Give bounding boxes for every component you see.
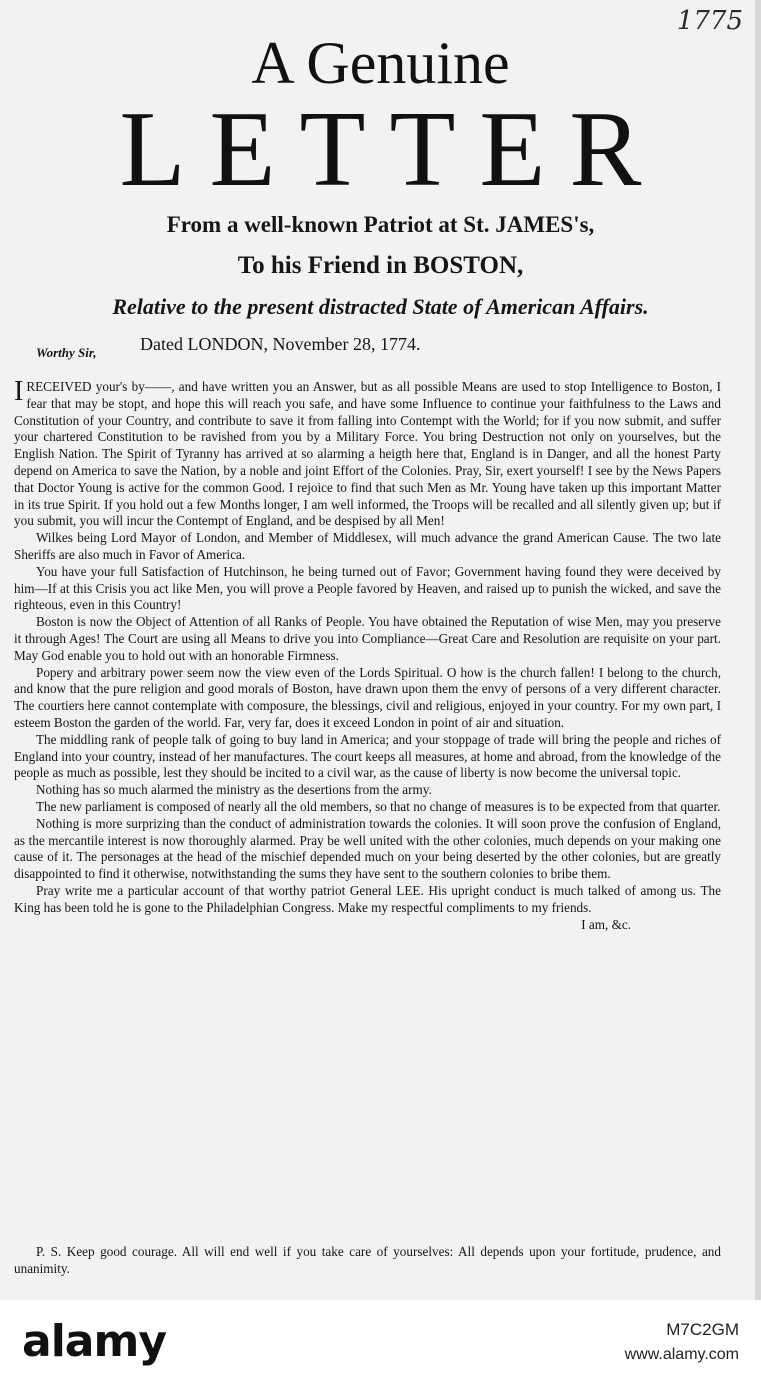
alamy-logo: alamy xyxy=(22,1316,166,1367)
title-line-1: A Genuine xyxy=(251,30,510,96)
paragraph-10: Pray write me a particular account of that worthy patriot General LEE. His upright conduct is much talked of among us. The King has been told he is gone to the Philadelphian Congress. Make my respectful compliments to my friends. xyxy=(14,882,721,915)
paragraph-1: IRECEIVED your's by——, and have written you an Answer, but as all possible Means are used to stop Intelligence to Boston, I fear that may be stopt, and hope this will reach you safe, and have some Influence to continue your faithfulness to the Laws and Constitution of your Country, and contribute to save it from falling into Contempt with the World; for if you now submit, and suffer your chartered Constitution to be ravished from you by a Military Force. You bring Destruction not only on yourselves, but the English Nation. The Spirit of Tyranny has arrived at so alarming a heigth here that, England is in Danger, and all the honest Party depend on America to save the Nation, by a noble and joint Effort of the Colonies. Pray, Sir, exert yourself! I see by the News Papers that Doctor Young is active for the common Good. I rejoice to find that such Men as Mr. Young have taken up this important Matter in its true Spirit. If you hold out a few Months longer, I am well informed, the Troops will be recalled and all silently given up; but if you submit, you will incur the Contempt of England, and be despised by all Men! xyxy=(14,376,721,529)
title-line-3: From a well-known Patriot at St. JAMES's, xyxy=(166,212,595,237)
letter-body xyxy=(14,376,721,933)
dateline: Dated LONDON, November 28, 1774. xyxy=(140,334,421,354)
pencil-annotation: 1775 xyxy=(676,6,743,36)
title-line-2: LETTER xyxy=(119,90,666,209)
paragraph-2: Wilkes being Lord Mayor of London, and Member of Middlesex, will much advance the grand American Cause. The two late Sheriffs are also much in Favor of America. xyxy=(14,530,721,562)
watermark-footer xyxy=(0,1300,761,1390)
paragraph-5: Popery and arbitrary power seem now the view even of the Lords Spiritual. O how is the church fallen! I belong to the church, and know that the pure religion and good morals of Boston, have drawn upon them the envy of persons of a very different character. The courtiers here cannot contemplate with composure, the blessings, civil and religious, enjoyed in your country. For my own part, I esteem Boston the garden of the world. Far, very far, does it exceed London in point of air and situation. xyxy=(14,664,721,730)
salutation: Worthy Sir, xyxy=(36,345,97,360)
paragraph-3: You have your full Satisfaction of Hutchinson, he being turned out of Favor; Government having found they were deceived by him—If at this Crisis you act like Men, you will prove a People favored by Heaven, and raised up to punish the wicked, and save the righteous, even in this Country! xyxy=(14,563,721,613)
paragraph-6: The middling rank of people talk of going to buy land in America; and your stoppage of trade will bring the people and riches of England into your country, instead of her manufactures. The court keeps all measures, at home and abroad, from the knowledge of the people as much as possible, lest they should be incited to a civil war, as the cause of liberty is now become the universal topic. xyxy=(14,731,721,781)
title-line-5: Relative to the present distracted State of American Affairs. xyxy=(112,294,649,319)
closing: I am, &c. xyxy=(581,916,631,932)
paragraph-8: The new parliament is composed of nearly all the old members, so that no change of measures is to be expected from that quarter. xyxy=(36,798,721,814)
postscript: P. S. Keep good courage. All will end well if you take care of yourselves: All depends upon your fortitude, prudence, and unanimity. xyxy=(14,1244,721,1276)
paragraph-4: Boston is now the Object of Attention of all Ranks of People. You have obtained the Reputation of wise Men, may you preserve it through Ages! The Court are using all Means to drive you into Compliance—Great Care and Resolution are requisite on your part. May God enable you to hold out with an honorable Firmness. xyxy=(14,614,721,663)
paragraph-9: Nothing is more surprizing than the conduct of administration towards the colonies. It will soon prove the confusion of England, as the mercantile interest is now thoroughly alarmed. Pray be well united with the other colonies, much depends on your making one cause of it. The personages at the head of the mischief depended much on your being deserted by the other colonies, but are greatly disappointed to find it otherwise, notwithstanding the sums they have sent to the southern colonies to bribe them. xyxy=(14,815,721,882)
image-id: M7C2GM xyxy=(666,1320,739,1339)
site-url: www.alamy.com xyxy=(624,1346,739,1363)
title-line-4: To his Friend in BOSTON, xyxy=(237,252,524,279)
paragraph-7: Nothing has so much alarmed the ministry as the desertions from the army. xyxy=(36,782,432,798)
